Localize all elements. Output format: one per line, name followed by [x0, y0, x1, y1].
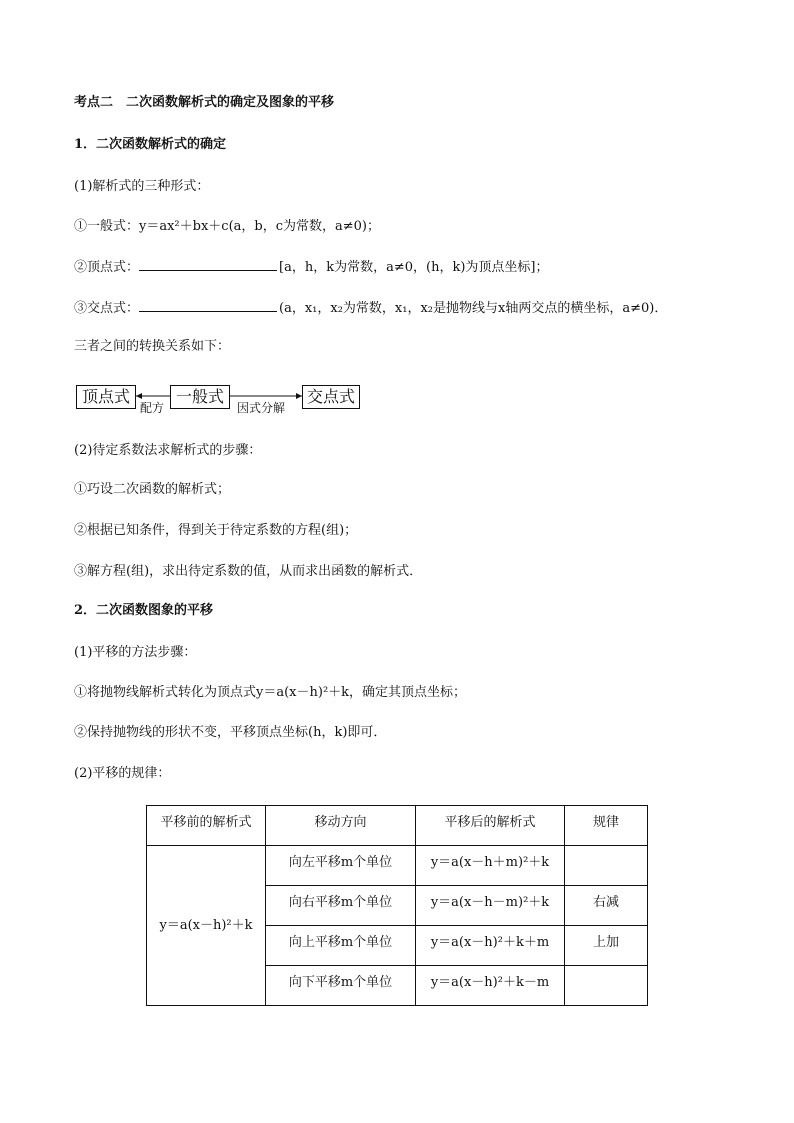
- complete-square-label: 配方: [140, 401, 165, 415]
- translation-table: [146, 805, 648, 1006]
- conversion-intro: 三者之间的转换关系如下：: [74, 339, 231, 354]
- section-1-title: 1．二次函数解析式的确定: [74, 137, 227, 152]
- original-expression-cell: y＝a(x－h)²＋k: [147, 846, 266, 1006]
- result-cell: y＝a(x－h)²＋k＋m: [416, 926, 565, 966]
- table-header: 移动方向: [266, 806, 416, 846]
- rule-cell: [565, 846, 648, 886]
- general-form: ①一般式：y＝ax²＋bx＋c(a，b，c为常数，a≠0)；: [74, 219, 380, 234]
- direction-cell: 向上平移m个单位: [266, 926, 416, 966]
- table-header-row: [147, 806, 648, 846]
- arrow-head-left: [136, 393, 142, 399]
- direction-cell: 向右平移m个单位: [266, 886, 416, 926]
- table-header: 平移前的解析式: [147, 806, 266, 846]
- result-cell: y＝a(x－h－m)²＋k: [416, 886, 565, 926]
- topic-heading: 考点二 二次函数解析式的确定及图象的平移: [74, 95, 335, 110]
- intercept-form-note: (a，x₁，x₂为常数，x₁，x₂是抛物线与x轴两交点的横坐标，a≠0)．: [279, 301, 668, 316]
- table-header: 规律: [565, 806, 648, 846]
- rule-cell: 右减: [565, 886, 648, 926]
- translation-rules-subtitle: (2)平移的规律：: [74, 766, 171, 781]
- translation-step-2: ②保持抛物线的形状不变，平移顶点坐标(h，k)即可．: [74, 725, 387, 740]
- result-cell: y＝a(x－h)²＋k－m: [416, 966, 565, 1006]
- intercept-form: [74, 299, 667, 318]
- method-step-2: ②根据已知条件，得到关于待定系数的方程(组)；: [74, 523, 358, 538]
- vertex-form-note: [a，h，k为常数，a≠0，(h，k)为顶点坐标]；: [279, 260, 549, 275]
- vertex-form-box: 顶点式: [76, 385, 136, 409]
- table-header: 平移后的解析式: [416, 806, 565, 846]
- conversion-diagram: [74, 383, 374, 417]
- result-cell: y＝a(x－h＋m)²＋k: [416, 846, 565, 886]
- intercept-form-blank: [139, 299, 277, 312]
- vertex-form-blank: [139, 258, 277, 271]
- translation-steps-subtitle: (1)平移的方法步骤：: [74, 645, 197, 660]
- method-subtitle: (2)待定系数法求解析式的步骤：: [74, 443, 262, 458]
- rule-cell: 上加: [565, 926, 648, 966]
- method-step-1: ①巧设二次函数的解析式；: [74, 482, 231, 497]
- forms-subtitle: (1)解析式的三种形式：: [74, 179, 210, 194]
- factorization-label: 因式分解: [237, 401, 286, 415]
- rule-cell: [565, 966, 648, 1006]
- table-row: [147, 846, 648, 886]
- vertex-form-label: ②顶点式：: [74, 260, 140, 275]
- intercept-form-box: 交点式: [302, 385, 360, 409]
- method-step-3: ③解方程(组)，求出待定系数的值，从而求出函数的解析式．: [74, 564, 423, 579]
- intercept-form-label: ③交点式：: [74, 301, 140, 316]
- general-form-box: 一般式: [170, 385, 230, 409]
- vertex-form: [74, 258, 548, 277]
- section-2-title: 2．二次函数图象的平移: [74, 603, 214, 618]
- translation-step-1: ①将抛物线解析式转化为顶点式y＝a(x－h)²＋k，确定其顶点坐标；: [74, 685, 467, 700]
- direction-cell: 向下平移m个单位: [266, 966, 416, 1006]
- direction-cell: 向左平移m个单位: [266, 846, 416, 886]
